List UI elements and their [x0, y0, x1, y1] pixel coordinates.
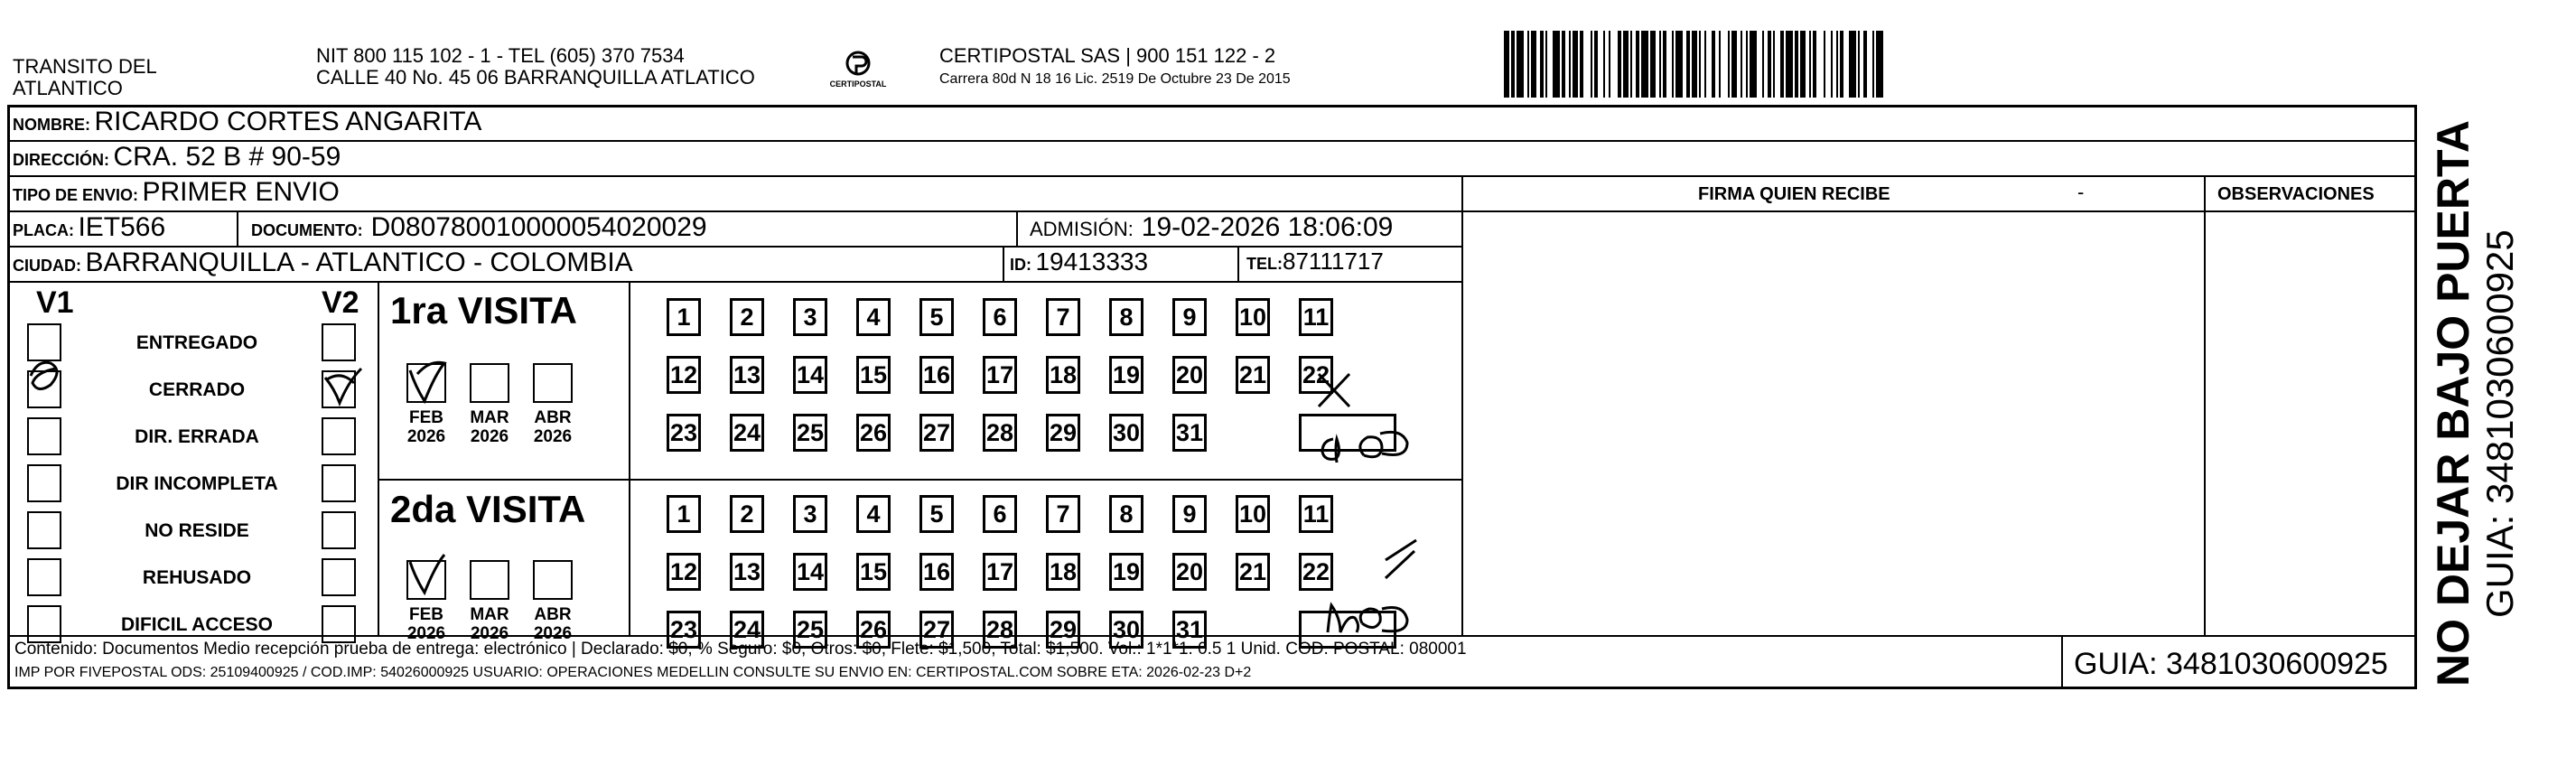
- status-label: CERRADO: [148, 379, 246, 400]
- status-label: ENTREGADO: [135, 332, 258, 353]
- tel-value: 87111717: [1283, 248, 1384, 275]
- second-visit-day[interactable]: 3: [793, 495, 827, 533]
- side-guia: GUIA: 3481030600925: [2478, 229, 2521, 618]
- month-name: FEB: [409, 408, 443, 427]
- first-visit-day[interactable]: 23: [667, 414, 701, 452]
- footer-guia: GUIA: 3481030600925: [2074, 647, 2388, 681]
- month-year: 2026: [533, 427, 573, 446]
- first-visit-day[interactable]: 20: [1172, 356, 1207, 394]
- second-visit-day[interactable]: 14: [793, 553, 827, 591]
- status-label: DIR. ERRADA: [135, 426, 259, 447]
- first-visit-day[interactable]: 11: [1299, 298, 1333, 336]
- first-visit-day[interactable]: 5: [919, 298, 954, 336]
- placa-value: IET566: [78, 212, 166, 242]
- tipo-label: TIPO DE ENVIO:: [13, 186, 139, 204]
- second-visit-day[interactable]: 11: [1299, 495, 1333, 533]
- first-visit-day[interactable]: 3: [793, 298, 827, 336]
- direccion-label: DIRECCIÓN:: [13, 151, 109, 169]
- month-name: MAR: [470, 605, 509, 624]
- month-name: FEB: [409, 605, 443, 624]
- documento-value: D080780010000054020029: [370, 212, 707, 242]
- first-visit-day[interactable]: 28: [983, 414, 1017, 452]
- first-visit-day[interactable]: 18: [1046, 356, 1080, 394]
- v2-cerrado-mark-icon: [325, 369, 361, 403]
- first-visit-day[interactable]: 22: [1299, 356, 1333, 394]
- license-line: Carrera 80d N 18 16 Lic. 2519 De Octubre 23 De 2015: [939, 71, 1291, 87]
- second-visit-day[interactable]: 2: [730, 495, 764, 533]
- second-visit-day[interactable]: 20: [1172, 553, 1207, 591]
- logo-text: CERTIPOSTAL: [829, 79, 887, 89]
- second-visit-day[interactable]: 5: [919, 495, 954, 533]
- first-visit-day[interactable]: 10: [1236, 298, 1270, 336]
- month-year: 2026: [406, 427, 446, 446]
- second-visit-day[interactable]: 9: [1172, 495, 1207, 533]
- first-visit-day[interactable]: 7: [1046, 298, 1080, 336]
- second-visit-day[interactable]: 23: [667, 611, 701, 649]
- tel-label: TEL:: [1246, 255, 1283, 273]
- first-visit-day[interactable]: 8: [1109, 298, 1143, 336]
- second-visit-day[interactable]: 22: [1299, 553, 1333, 591]
- second-visit-day[interactable]: 16: [919, 553, 954, 591]
- second-visit-day[interactable]: 8: [1109, 495, 1143, 533]
- second-visit-day[interactable]: 24: [730, 611, 764, 649]
- admision-label: ADMISIÓN:: [1030, 218, 1134, 240]
- second-visit-day[interactable]: 4: [856, 495, 891, 533]
- first-visit-day[interactable]: 29: [1046, 414, 1080, 452]
- status-label: DIFICIL ACCESO: [120, 614, 273, 635]
- month-name: ABR: [534, 408, 572, 427]
- certipostal-line: CERTIPOSTAL SAS | 900 151 122 - 2: [939, 44, 1276, 67]
- first-visit-day[interactable]: 14: [793, 356, 827, 394]
- month-year: 2026: [533, 624, 573, 643]
- first-visit-day[interactable]: 2: [730, 298, 764, 336]
- first-visit-day[interactable]: 12: [667, 356, 701, 394]
- second-visit-day[interactable]: 7: [1046, 495, 1080, 533]
- firma-dash: -: [2077, 181, 2085, 203]
- first-visit-day[interactable]: 9: [1172, 298, 1207, 336]
- first-visit-time-handwriting-icon: [1322, 432, 1407, 463]
- second-visit-day[interactable]: 18: [1046, 553, 1080, 591]
- firma-label: FIRMA QUIEN RECIBE: [1698, 184, 1890, 204]
- documento-label: DOCUMENTO:: [251, 221, 363, 239]
- tipo-value: PRIMER ENVIO: [142, 177, 340, 207]
- second-visit-time-handwriting-icon: [1328, 605, 1407, 632]
- month-year: 2026: [406, 624, 446, 643]
- observaciones-label: OBSERVACIONES: [2217, 184, 2375, 204]
- nit-line: NIT 800 115 102 - 1 - TEL (605) 370 7534: [316, 44, 685, 67]
- v1-cerrado-mark-icon: [31, 362, 57, 388]
- footer-guia-divider: [2061, 635, 2063, 689]
- second-visit-day[interactable]: 13: [730, 553, 764, 591]
- v2-label: V2: [322, 285, 359, 320]
- first-visit-day[interactable]: 27: [919, 414, 954, 452]
- contenido-text: Contenido: Documentos Medio recepción prueba de entrega: electrónico | Declarado: $0, % Seguro: $0, Otros: $0, Flete: $1,500, Total: $1,500. Vol.: 1*1*1. 0.5 1 Unid. COD. POSTAL: 080001: [14, 640, 1467, 659]
- second-visit-day[interactable]: 17: [983, 553, 1017, 591]
- status-label: REHUSADO: [142, 567, 252, 588]
- second-visit-day[interactable]: 10: [1236, 495, 1270, 533]
- second-visit-day[interactable]: 21: [1236, 553, 1270, 591]
- first-visit-day[interactable]: 19: [1109, 356, 1143, 394]
- id-value: 19413333: [1035, 248, 1149, 276]
- first-visit-day[interactable]: 26: [856, 414, 891, 452]
- second-visit-day[interactable]: 15: [856, 553, 891, 591]
- ciudad-label: CIUDAD:: [13, 257, 81, 275]
- second-visit-day[interactable]: 25: [793, 611, 827, 649]
- first-visit-title: 1ra VISITA: [390, 289, 577, 332]
- month-name: MAR: [470, 408, 509, 427]
- id-label: ID:: [1010, 256, 1031, 274]
- first-visit-day[interactable]: 24: [730, 414, 764, 452]
- nombre-value: RICARDO CORTES ANGARITA: [94, 107, 482, 136]
- month-year: 2026: [470, 427, 509, 446]
- first-visit-day[interactable]: 16: [919, 356, 954, 394]
- second-visit-day[interactable]: 19: [1109, 553, 1143, 591]
- first-visit-day[interactable]: 30: [1109, 414, 1143, 452]
- month-year: 2026: [470, 624, 509, 643]
- first-visit-day[interactable]: 6: [983, 298, 1017, 336]
- no-dejar-bajo-puerta: NO DEJAR BAJO PUERTA: [2428, 120, 2478, 687]
- second-visit-day-cross-icon: [1386, 540, 1416, 578]
- first-visit-day[interactable]: 15: [856, 356, 891, 394]
- ciudad-value: BARRANQUILLA - ATLANTICO - COLOMBIA: [85, 248, 633, 277]
- second-visit-day[interactable]: 30: [1109, 611, 1143, 649]
- company-name-line-2: ATLANTICO: [13, 77, 123, 99]
- second-visit-day[interactable]: 12: [667, 553, 701, 591]
- first-visit-day[interactable]: 1: [667, 298, 701, 336]
- second-visit-day[interactable]: 31: [1172, 611, 1207, 649]
- admision-value: 19-02-2026 18:06:09: [1141, 212, 1394, 242]
- second-visit-title: 2da VISITA: [390, 488, 586, 530]
- second-visit-day[interactable]: 28: [983, 611, 1017, 649]
- first-visit-day[interactable]: 13: [730, 356, 764, 394]
- v1-label: V1: [36, 285, 74, 320]
- status-label: DIR INCOMPLETA: [116, 473, 278, 494]
- company-name-line-1: TRANSITO DEL: [13, 55, 157, 78]
- second-visit-feb-mark-icon: [410, 555, 444, 593]
- placa-label: PLACA:: [13, 221, 74, 239]
- second-visit-day[interactable]: 29: [1046, 611, 1080, 649]
- address-line: CALLE 40 No. 45 06 BARRANQUILLA ATLATICO: [316, 66, 755, 89]
- first-visit-day[interactable]: 4: [856, 298, 891, 336]
- nombre-label: NOMBRE:: [13, 116, 90, 134]
- status-label: NO RESIDE: [145, 520, 249, 541]
- second-visit-day[interactable]: 26: [856, 611, 891, 649]
- month-name: ABR: [534, 605, 572, 624]
- second-visit-day[interactable]: 6: [983, 495, 1017, 533]
- first-visit-feb-mark-icon: [410, 362, 444, 401]
- second-visit-day[interactable]: 1: [667, 495, 701, 533]
- first-visit-day[interactable]: 17: [983, 356, 1017, 394]
- direccion-value: CRA. 52 B # 90-59: [113, 142, 341, 172]
- first-visit-day-cross-icon: [1319, 374, 1349, 407]
- first-visit-day[interactable]: 31: [1172, 414, 1207, 452]
- imp-text: IMP POR FIVEPOSTAL ODS: 25109400925 / COD.IMP: 54026000925 USUARIO: OPERACIONES MEDELLIN CONSULTE SU ENVIO EN: CERTIPOSTAL.COM SOBRE ETA: 2026-02-23 D+2: [14, 665, 1252, 680]
- second-visit-day[interactable]: 27: [919, 611, 954, 649]
- first-visit-day[interactable]: 21: [1236, 356, 1270, 394]
- first-visit-day[interactable]: 25: [793, 414, 827, 452]
